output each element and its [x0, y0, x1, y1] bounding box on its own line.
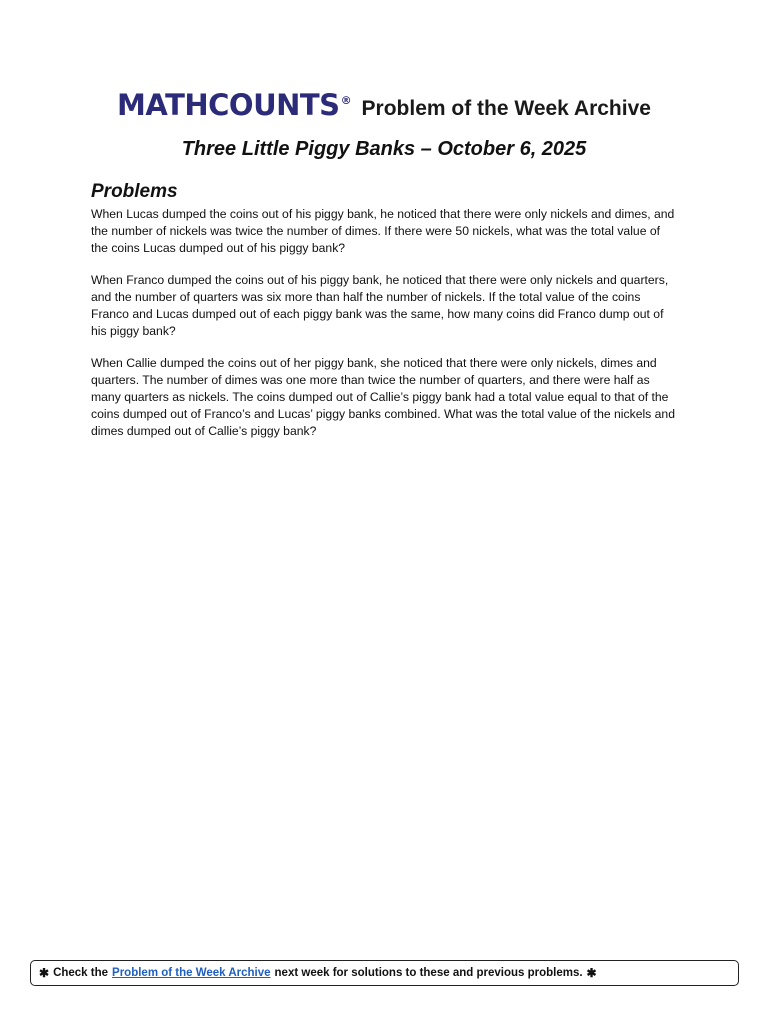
footer-prefix: Check the [53, 967, 109, 979]
footer-suffix: next week for solutions to these and previous problems. [274, 967, 583, 979]
mathcounts-logo [117, 88, 351, 122]
logo-text: MATHCOUNTS [117, 88, 340, 122]
problem-2: When Franco dumped the coins out of his piggy bank, he noticed that there were only nickels and quarters, and the number of quarters was six more than half the number of nickels. If the total value of the coins Franco and Lucas dumped out of each piggy bank was the same, how many coins did Franco dump out of his piggy bank? [91, 273, 669, 338]
page-header [0, 88, 768, 122]
section-heading: Problems [91, 181, 178, 202]
problem-1: When Lucas dumped the coins out of his piggy bank, he noticed that there were only nickels and dimes, and the number of nickels was twice the number of dimes. If there were 50 nickels, what was the total value of the coins Lucas dumped out of his piggy bank? [91, 207, 675, 255]
problems-section [91, 181, 679, 455]
star-icon: ✱ [39, 966, 50, 980]
registered-mark: ® [340, 94, 352, 108]
problem-3: When Callie dumped the coins out of her piggy bank, she noticed that there were only nickels, dimes and quarters. The number of dimes was one more than twice the number of quarters, and there were half as many quarters as nickels. The coins dumped out of Callie’s piggy bank had a total value equal to that of the coins dumped out of Franco’s and Lucas’ piggy banks combined. What was the total value of the nickels and dimes dumped out of Callie’s piggy bank? [91, 356, 675, 438]
star-icon: ✱ [586, 966, 597, 980]
footer-notice [30, 960, 739, 986]
archive-title: Problem of the Week Archive [361, 97, 651, 120]
archive-link[interactable]: Problem of the Week Archive [112, 967, 271, 979]
problem-title: Three Little Piggy Banks – October 6, 2025 [181, 138, 587, 160]
